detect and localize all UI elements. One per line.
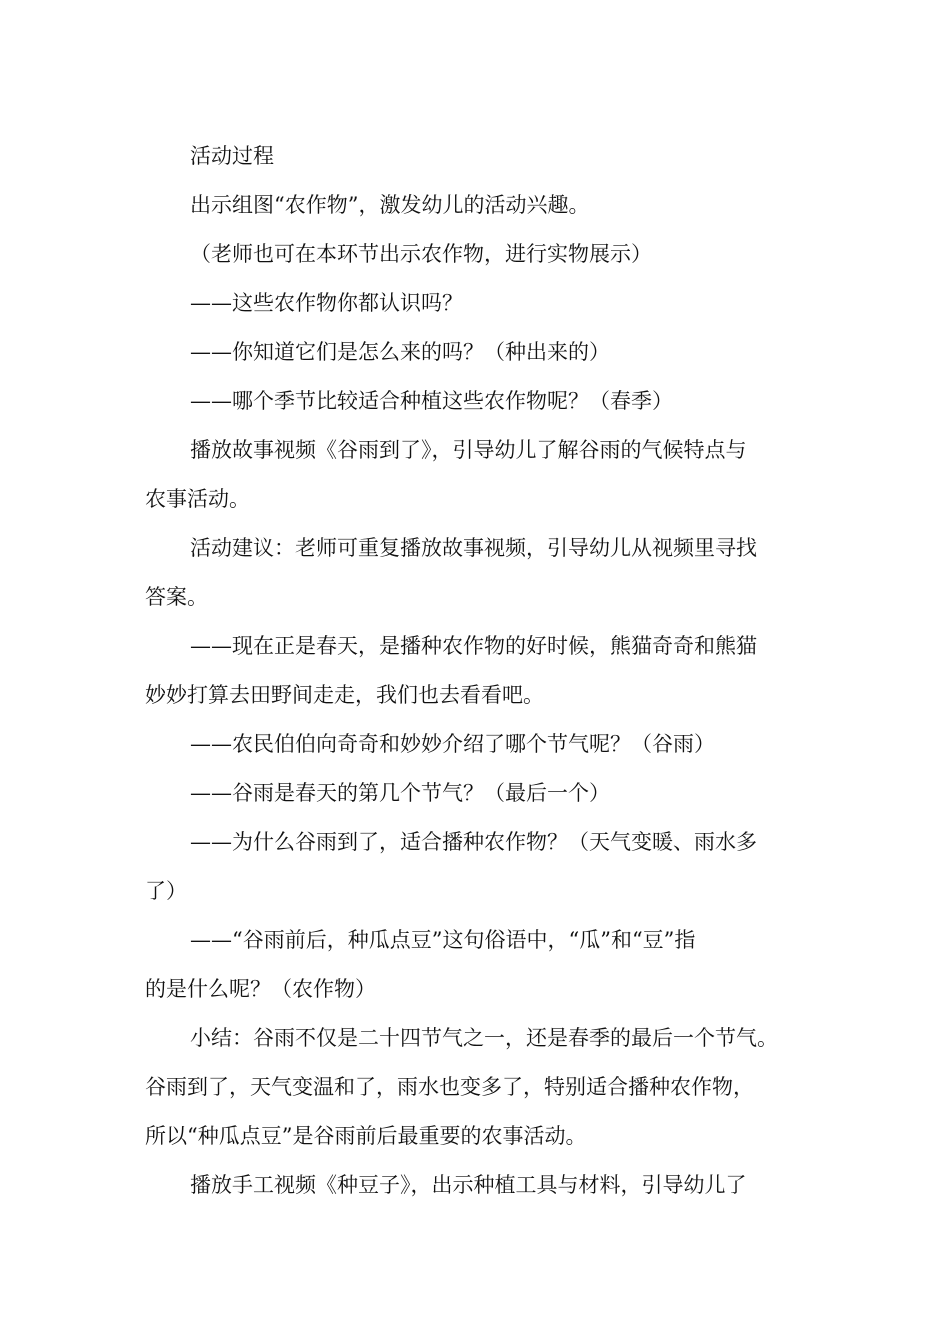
- question-line: 了）: [145, 879, 187, 903]
- paragraph-line: 播放故事视频《谷雨到了》，引导幼儿了解谷雨的气候特点与: [190, 438, 747, 462]
- question-line: 的是什么呢？（农作物）: [145, 977, 376, 1001]
- paragraph-line: （老师也可在本环节出示农作物，进行实物展示）: [190, 242, 652, 266]
- summary-line: 小结：谷雨不仅是二十四节气之一，还是春季的最后一个节气。: [190, 1026, 778, 1050]
- paragraph-line: 出示组图“农作物”，激发幼儿的活动兴趣。: [190, 193, 590, 217]
- question-line: ——为什么谷雨到了，适合播种农作物？（天气变暖、雨水多: [190, 830, 757, 854]
- document-body: [145, 132, 810, 1210]
- question-line: ——哪个季节比较适合种植这些农作物呢？（春季）: [190, 389, 673, 413]
- summary-line: 谷雨到了，天气变温和了，雨水也变多了，特别适合播种农作物，: [145, 1075, 754, 1099]
- question-line: ——现在正是春天，是播种农作物的好时候，熊猫奇奇和熊猫: [190, 634, 757, 658]
- question-line: ——这些农作物你都认识吗？: [190, 291, 463, 315]
- paragraph-line: 播放手工视频《种豆子》，出示种植工具与材料，引导幼儿了: [190, 1173, 747, 1197]
- summary-line: 所以“种瓜点豆”是谷雨前后最重要的农事活动。: [145, 1124, 587, 1148]
- question-line: 妙妙打算去田野间走走，我们也去看看吧。: [145, 683, 544, 707]
- question-line: ——你知道它们是怎么来的吗？（种出来的）: [190, 340, 610, 364]
- paragraph-line: 农事活动。: [145, 487, 250, 511]
- question-line: ——农民伯伯向奇奇和妙妙介绍了哪个节气呢？（谷雨）: [190, 732, 715, 756]
- question-line: ——谷雨是春天的第几个节气？（最后一个）: [190, 781, 610, 805]
- paragraph-line: 活动建议：老师可重复播放故事视频，引导幼儿从视频里寻找: [190, 536, 757, 560]
- section-heading: 活动过程: [190, 144, 274, 168]
- paragraph-line: 答案。: [145, 585, 208, 609]
- question-line: ——“谷雨前后，种瓜点豆”这句俗语中，“瓜”和“豆”指: [190, 928, 696, 952]
